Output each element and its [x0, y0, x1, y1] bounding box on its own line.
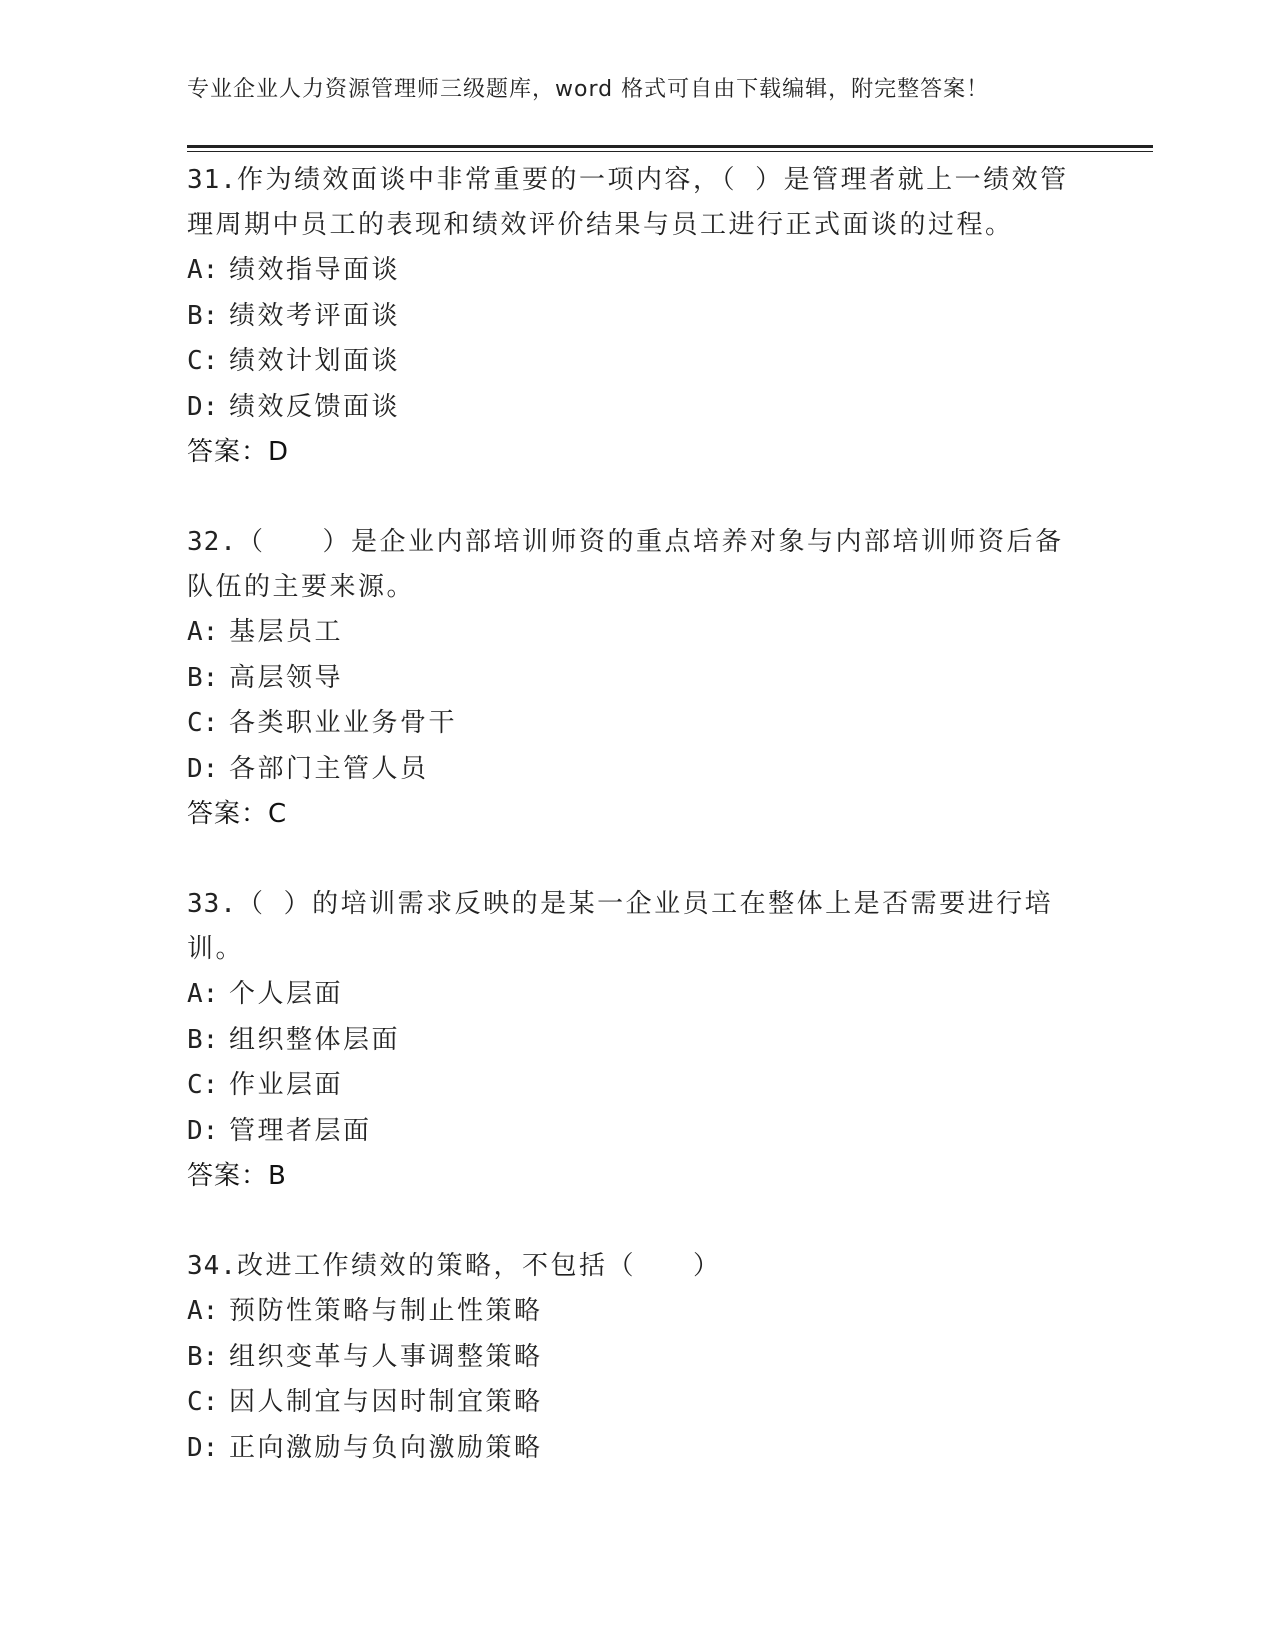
option-key: B: [187, 300, 219, 331]
option-text: 管理者层面 [229, 1115, 372, 1146]
question-33 [187, 882, 1087, 1199]
spacer [187, 475, 1087, 520]
question-stem [187, 882, 1087, 972]
option-text: 正向激励与负向激励策略 [229, 1432, 543, 1463]
option-b [187, 656, 1087, 702]
option-key: C: [187, 346, 219, 376]
question-stem [187, 158, 1087, 248]
option-key: D: [187, 1115, 219, 1146]
option-b [187, 1018, 1087, 1064]
option-d [187, 385, 1087, 431]
header-rule-thick [187, 145, 1153, 148]
question-number: 33. [187, 889, 237, 919]
question-number: 34. [187, 1251, 237, 1281]
option-text: 基层员工 [229, 617, 344, 647]
answer-line: 答案：D [187, 437, 290, 467]
option-key: A: [187, 617, 219, 647]
spacer [187, 1199, 1087, 1244]
question-text: 作为绩效面谈中非常重要的一项内容，（ ）是管理者就上一绩效管理周期中员工的表现和绩效评价结果与员工进行正式面谈的过程。 [187, 165, 1069, 240]
option-key: C: [187, 708, 219, 738]
option-c [187, 1380, 1087, 1426]
option-key: B: [187, 662, 219, 693]
question-text: 改进工作绩效的策略，不包括（ ） [236, 1251, 722, 1281]
option-c [187, 339, 1087, 385]
option-text: 绩效指导面谈 [229, 255, 401, 285]
option-key: A: [187, 1296, 219, 1326]
question-32 [187, 520, 1087, 837]
question-list [187, 158, 1087, 1471]
option-text: 组织变革与人事调整策略 [229, 1341, 543, 1372]
spacer [187, 837, 1087, 882]
answer-line: 答案：B [187, 1161, 287, 1191]
question-stem [187, 1244, 1087, 1289]
option-text: 绩效反馈面谈 [229, 391, 401, 422]
option-text: 个人层面 [229, 979, 344, 1009]
option-b [187, 294, 1087, 340]
option-b [187, 1335, 1087, 1381]
option-key: D: [187, 1432, 219, 1463]
option-text: 绩效计划面谈 [229, 346, 401, 376]
option-d [187, 1426, 1087, 1472]
option-text: 因人制宜与因时制宜策略 [229, 1387, 543, 1417]
option-key: B: [187, 1024, 219, 1055]
option-text: 高层领导 [229, 662, 344, 693]
option-a [187, 248, 1087, 294]
page-header: 专业企业人力资源管理师三级题库，word 格式可自由下载编辑，附完整答案！ [187, 77, 990, 102]
question-number: 32. [187, 527, 237, 557]
question-text: （ ）是企业内部培训师资的重点培养对象与内部培训师资后备队伍的主要来源。 [187, 527, 1064, 602]
question-stem [187, 520, 1087, 610]
header-rule-thin [187, 151, 1153, 152]
option-text: 绩效考评面谈 [229, 300, 401, 331]
option-d [187, 747, 1087, 793]
option-c [187, 701, 1087, 747]
option-a [187, 1289, 1087, 1335]
option-text: 各部门主管人员 [229, 753, 429, 784]
question-34 [187, 1244, 1087, 1471]
option-text: 组织整体层面 [229, 1024, 401, 1055]
option-d [187, 1109, 1087, 1155]
question-number: 31. [187, 165, 237, 195]
option-key: A: [187, 979, 219, 1009]
option-key: D: [187, 391, 219, 422]
question-31 [187, 158, 1087, 475]
option-c [187, 1063, 1087, 1109]
option-text: 预防性策略与制止性策略 [229, 1296, 543, 1326]
option-text: 各类职业业务骨干 [229, 708, 458, 738]
option-key: B: [187, 1341, 219, 1372]
question-text: （ ）的培训需求反映的是某一企业员工在整体上是否需要进行培训。 [187, 889, 1054, 964]
option-a [187, 972, 1087, 1018]
option-key: C: [187, 1070, 219, 1100]
answer-line: 答案：C [187, 799, 288, 829]
option-key: A: [187, 255, 219, 285]
option-a [187, 610, 1087, 656]
option-text: 作业层面 [229, 1070, 344, 1100]
option-key: C: [187, 1387, 219, 1417]
option-key: D: [187, 753, 219, 784]
